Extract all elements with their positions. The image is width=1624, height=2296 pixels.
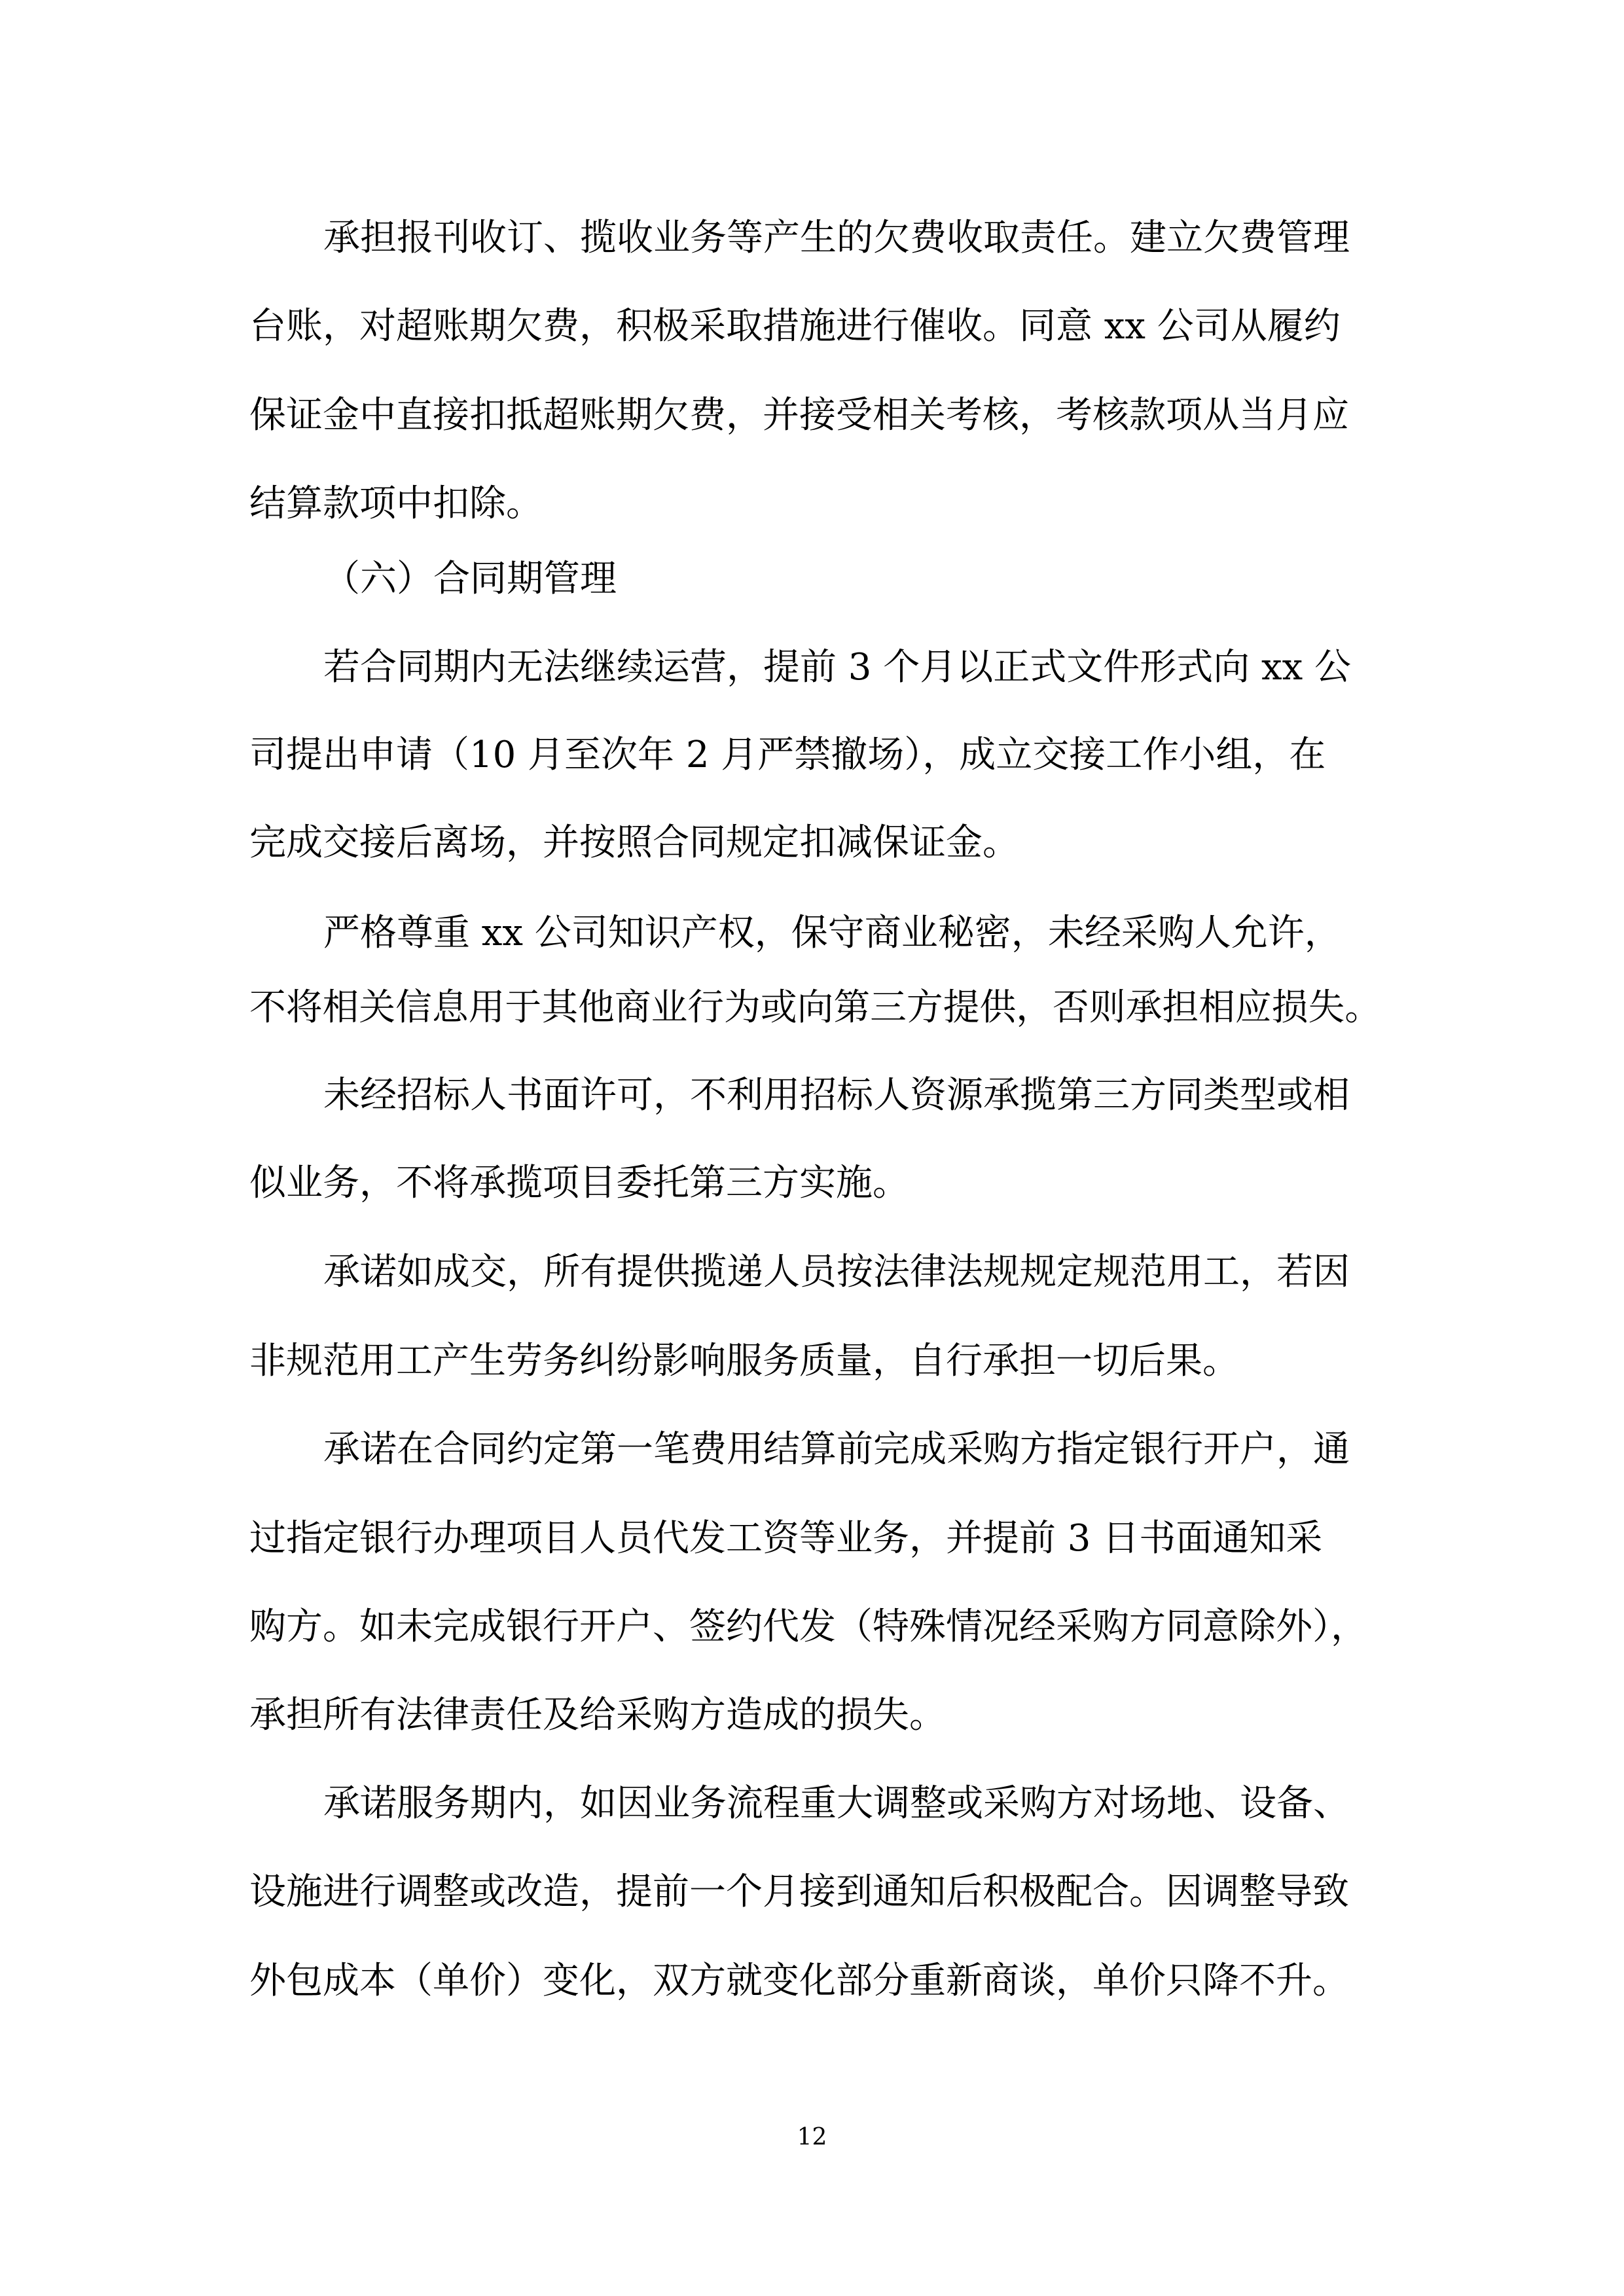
page-number: 12 [797,2124,827,2151]
document-page: 承担报刊收订、揽收业务等产生的欠费收取责任。建立欠费管理 台账，对超账期欠费，积极采取措施进行催收。同意 xx 公司从履约 保证金中直接扣抵超账期欠费，并接受相关考核，考核款项从当月应 结算款项中扣除。 （六）合同期管理 若合同期内无法继续运营，提前 3 个月以正式文件形式向 xx 公 司提出申请（10 月至次年 2 月严禁撤场），成立交接工作小组，在 完成交接后离场，并按照合同规定扣减保证金。 严格尊重 xx 公司知识产权，保守商业秘密，未经采购人允许， 不将相关信息用于其他商业行为或向第三方提供，否则承担相应损失。 未经招标人书面许可，不利用招标人资源承揽第三方同类型或相 似业务，不将承揽项目委托第三方实施。 承诺如成交，所有提供揽递人员按法律法规规定规范用工，若因 非规范用工产生劳务纠纷影响服务质量，自行承担一切后果。 承诺在合同约定第一笔费用结算前完成采购方指定银行开户，通 过指定银行办理项目人员代发工资等业务，并提前 3 日书面通知采 购方。如未完成银行开户、签约代发（特殊情况经采购方同意除外）， 承担所有法律责任及给采购方造成的损失。 承诺服务期内，如因业务流程重大调整或采购方对场地、设备、 设施进行调整或改造，提前一个月接到通知后积极配合。因调整导致 外包成本（单价）变化，双方就变化部分重新商谈，单价只降不升。 12 [0,0,1624,2296]
